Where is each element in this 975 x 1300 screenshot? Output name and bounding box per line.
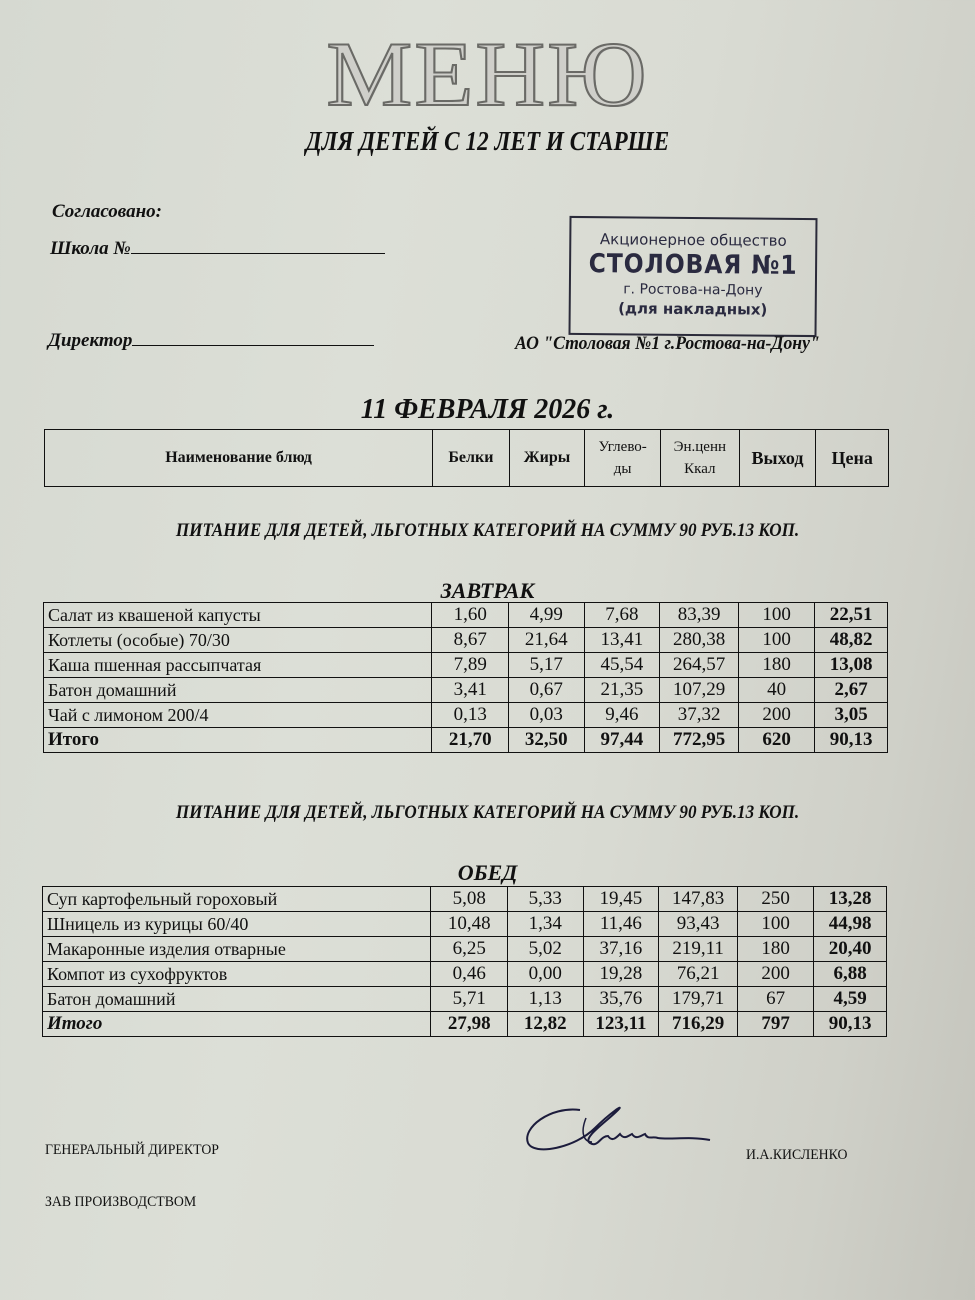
col-carbs-header: Углево- ды: [585, 430, 661, 487]
general-director-label: ГЕНЕРАЛЬНЫЙ ДИРЕКТОР: [45, 1142, 219, 1158]
lunch-title: ОБЕД: [457, 860, 518, 885]
table-row: Шницель из курицы 60/40 10,48 1,34 11,46 93,43 100 44,98: [43, 912, 887, 937]
stamp-line-2: СТОЛОВАЯ №1: [588, 249, 798, 281]
col-energy-header: Эн.ценн Ккал: [660, 430, 739, 487]
signature-icon: [520, 1098, 730, 1158]
table-row: Салат из квашеной капусты 1,60 4,99 7,68 83,39 100 22,51: [44, 603, 888, 628]
table-row: Каша пшенная рассыпчатая 7,89 5,17 45,54 264,57 180 13,08: [44, 653, 888, 678]
stamp-line-3: г. Ростова-на-Дону: [623, 281, 763, 299]
table-row: Батон домашний 5,71 1,13 35,76 179,71 67 4,59: [43, 987, 887, 1012]
school-blank-line: [131, 253, 385, 254]
director-label: Директор: [48, 330, 133, 351]
stamp-line-4: (для накладных): [618, 299, 768, 319]
col-name-header: Наименование блюд: [45, 430, 433, 487]
table-row: Батон домашний 3,41 0,67 21,35 107,29 40 2,67: [44, 678, 888, 703]
table-row: Макаронные изделия отварные 6,25 5,02 37,16 219,11 180 20,40: [43, 937, 887, 962]
agreed-label: Согласовано:: [52, 201, 163, 222]
breakfast-section-note: ПИТАНИЕ ДЛЯ ДЕТЕЙ, ЛЬГОТНЫХ КАТЕГОРИЙ НА СУММУ 90 РУБ.13 КОП.: [175, 520, 800, 541]
general-director-name: И.А.КИСЛЕНКО: [746, 1147, 848, 1163]
stamp-line-1: Акционерное общество: [599, 230, 787, 250]
lunch-table: [42, 886, 887, 1037]
school-label: Школа №: [50, 238, 131, 259]
col-protein-header: Белки: [433, 430, 510, 487]
director-field: [48, 330, 374, 352]
breakfast-table: [43, 602, 888, 753]
company-stamp: [568, 216, 817, 337]
col-fat-header: Жиры: [509, 430, 585, 487]
organization-caption: АО "Столовая №1 г.Ростова-на-Дону": [515, 333, 820, 354]
table-row: Чай с лимоном 200/4 0,13 0,03 9,46 37,32 200 3,05: [44, 703, 888, 728]
total-row: Итого 21,70 32,50 97,44 772,95 620 90,13: [44, 728, 888, 753]
total-row: Итого 27,98 12,82 123,11 716,29 797 90,13: [43, 1012, 887, 1037]
page-subtitle: ДЛЯ ДЕТЕЙ С 12 ЛЕТ И СТАРШЕ: [305, 126, 670, 156]
production-head-label: ЗАВ ПРОИЗВОДСТВОМ: [45, 1194, 197, 1210]
page-title: МЕНЮ: [326, 23, 649, 125]
school-field: [50, 238, 385, 260]
menu-date: 11 ФЕВРАЛЯ 2026 г.: [360, 394, 615, 425]
breakfast-title: ЗАВТРАК: [440, 578, 535, 603]
table-row: Суп картофельный гороховый 5,08 5,33 19,45 147,83 250 13,28: [43, 887, 887, 912]
director-blank-line: [132, 345, 374, 346]
column-header-table: [44, 429, 889, 487]
table-row: Котлеты (особые) 70/30 8,67 21,64 13,41 280,38 100 48,82: [44, 628, 888, 653]
col-price-header: Цена: [816, 430, 889, 487]
lunch-section-note: ПИТАНИЕ ДЛЯ ДЕТЕЙ, ЛЬГОТНЫХ КАТЕГОРИЙ НА СУММУ 90 РУБ.13 КОП.: [175, 802, 800, 823]
col-yield-header: Выход: [739, 430, 816, 487]
table-row: Компот из сухофруктов 0,46 0,00 19,28 76,21 200 6,88: [43, 962, 887, 987]
